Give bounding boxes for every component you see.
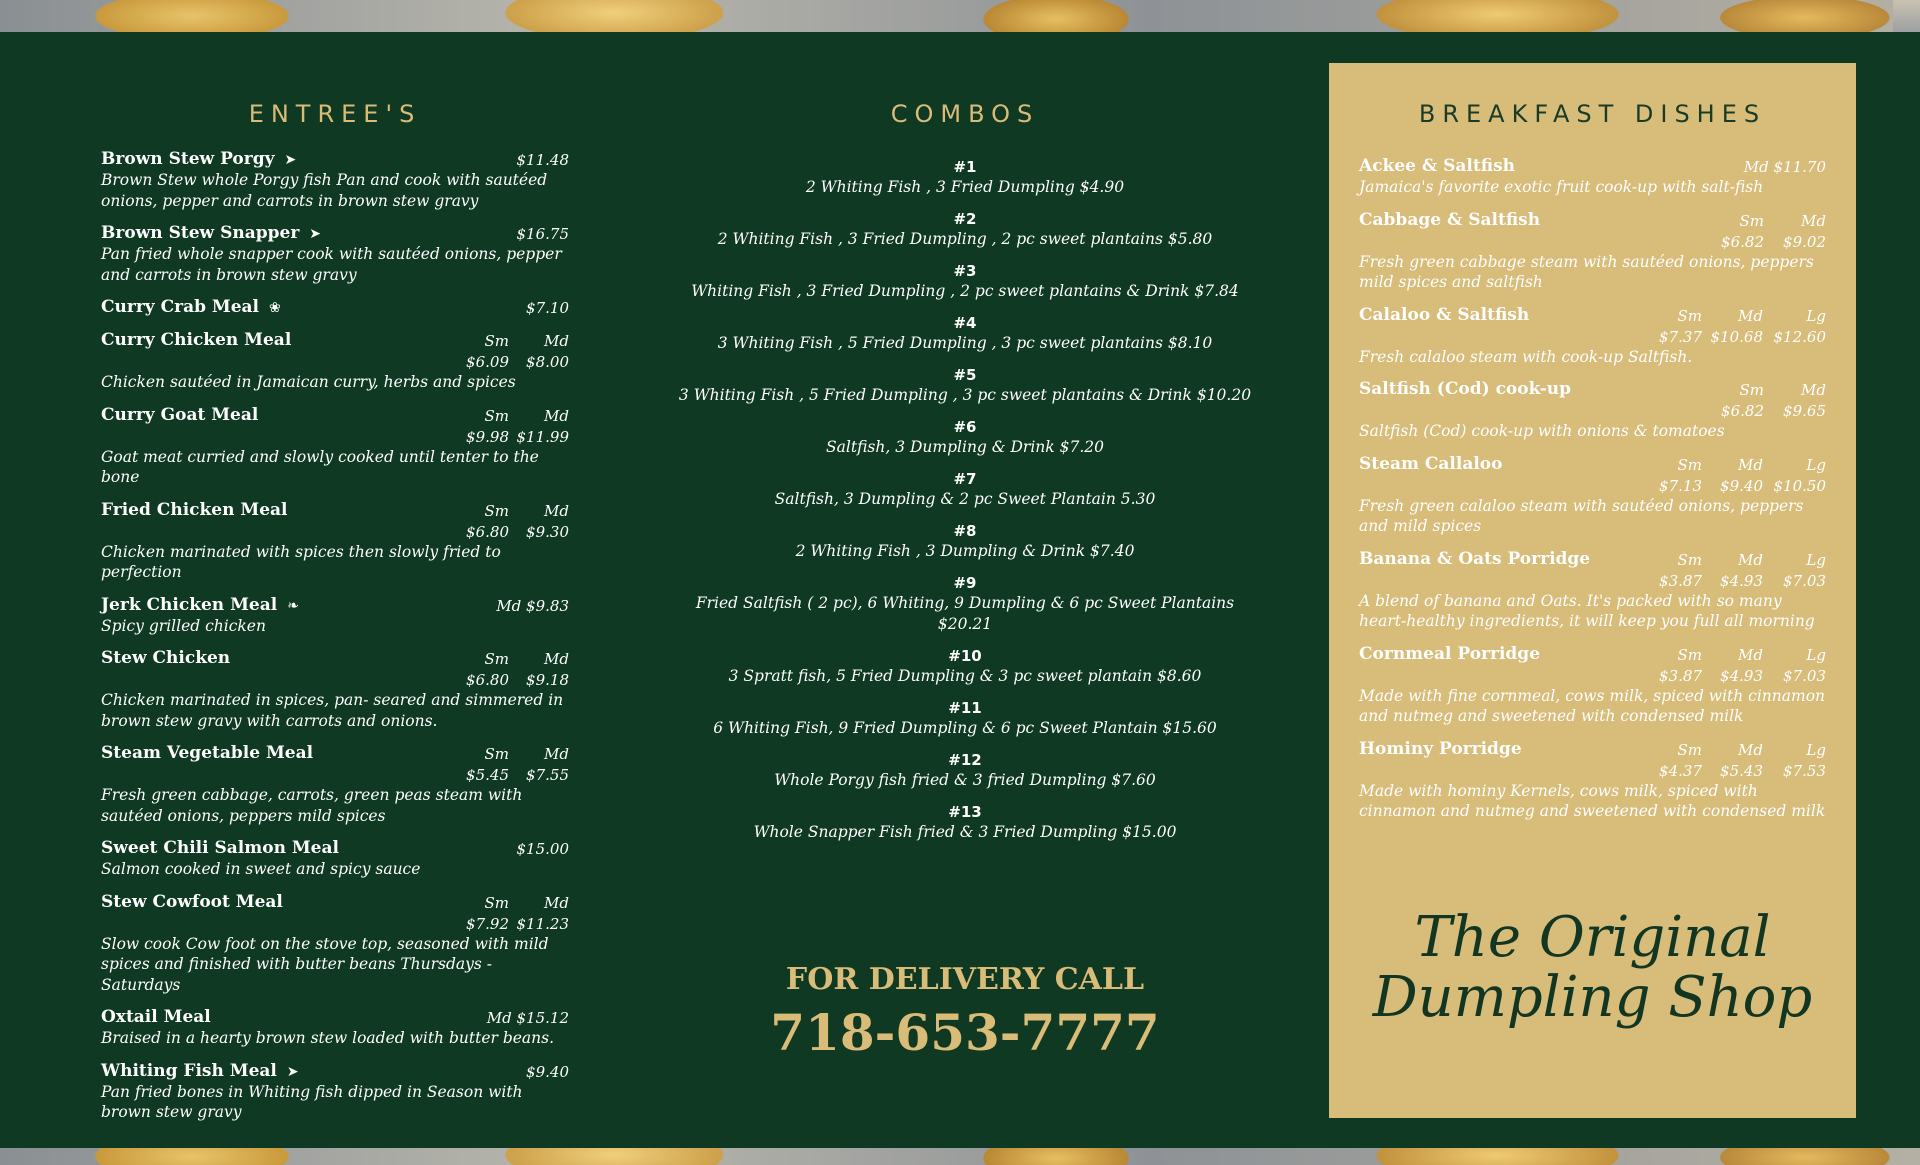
entree-description: Chicken sautéed in Jamaican curry, herbs and spices [101,373,516,391]
entree-name: Brown Stew Porgy [101,149,275,169]
entree-item [101,837,569,880]
breakfast-item [1359,643,1826,727]
pepper-icon: ❧ [287,597,299,614]
food-photo-banner-bottom [0,1148,1920,1165]
combo-description: Fried Saltfish ( 2 pc), 6 Whiting, 9 Dumpling & 6 pc Sweet Plantains $20.21 [695,594,1235,633]
breakfast-size-prices [1644,306,1826,348]
breakfast-description: Made with fine cornmeal, cows milk, spiced with cinnamon and nutmeg and sweetened with condensed milk [1359,686,1826,725]
size-label: Md [544,406,569,425]
size-label: Md [1738,455,1763,474]
entree-description: Pan fried whole snapper cook with sautéed onions, pepper and carrots in brown stew gravy [101,245,562,284]
size-label: Md [544,650,569,668]
combo-item [675,209,1255,250]
size-price: $7.13 [1659,476,1702,495]
size-label: Lg [1806,645,1826,664]
size-price: $7.53 [1783,761,1826,780]
size-price: $9.02 [1783,232,1826,251]
size-price: $10.50 [1773,476,1826,495]
entree-item [101,296,569,318]
size-label: Md [544,745,569,763]
combo-number: #11 [948,699,982,717]
entree-size-prices [449,331,569,373]
entrees-list [101,148,569,1134]
size-label: Md [1738,306,1763,325]
entree-item [101,594,569,637]
combo-description: Whole Porgy fish fried & 3 fried Dumpling $7.60 [774,771,1156,789]
combo-description: 2 Whiting Fish , 3 Fried Dumpling $4.90 [805,178,1125,196]
right-edge-photo [1893,0,1920,32]
breakfast-size-prices [1704,380,1826,422]
combo-item [675,802,1255,843]
combo-item [675,698,1255,739]
entree-item [101,1060,569,1123]
breakfast-title: BREAKFAST DISHES [1418,100,1767,128]
breakfast-description: Jamaica's favorite exotic fruit cook-up with salt-fish [1359,178,1764,196]
breakfast-description: Fresh calaloo steam with cook-up Saltfish. [1359,347,1693,366]
entree-name: Fried Chicken Meal [101,499,288,520]
size-label: Md [544,332,569,350]
breakfast-description: A blend of banana and Oats. It's packed with so many heart-healthy ingredients, it will keep you full all morning [1359,591,1815,630]
size-price: $9.18 [526,671,569,689]
combo-number: #7 [953,470,977,488]
size-price: $9.98 [466,427,509,446]
combo-description: Whole Snapper Fish fried & 3 Fried Dumpling $15.00 [753,823,1177,841]
size-label: Sm [1677,550,1702,569]
size-label: Md [544,501,569,520]
entree-description: Braised in a hearty brown stew loaded with butter beans. [101,1029,555,1047]
size-label: Sm [484,332,509,350]
size-price: $7.03 [1783,571,1826,590]
breakfast-list [1359,155,1826,833]
size-price: $6.82 [1721,402,1764,420]
size-label: Sm [1677,645,1702,664]
combo-description: 2 Whiting Fish , 3 Dumpling & Drink $7.40 [795,542,1135,560]
breakfast-name: Calaloo & Saltfish [1359,304,1530,325]
delivery-phone[interactable]: 718-653-7777 [770,1003,1160,1062]
entrees-title: ENTREE'S [248,100,422,128]
size-price: $3.87 [1659,666,1702,685]
combo-item [675,261,1255,302]
breakfast-panel [1329,63,1856,1118]
combo-item [675,469,1255,510]
combo-item [675,750,1255,791]
size-price: $4.93 [1720,571,1763,590]
breakfast-name: Saltfish (Cod) cook-up [1359,379,1571,399]
breakfast-item [1359,738,1826,822]
size-price: $7.37 [1659,327,1702,346]
combo-number: #5 [953,366,977,384]
size-label: Md [1738,740,1763,759]
breakfast-description: Fresh green cabbage steam with sautéed onions, peppers mild spices and saltfish [1359,252,1814,291]
combo-number: #8 [953,522,977,540]
combo-number: #9 [953,574,977,592]
breakfast-item [1359,155,1826,198]
entree-item [101,404,569,488]
entree-description: Chicken marinated in spices, pan- seared and simmered in brown stew gravy with carrots and onions. [101,691,564,730]
size-label: Md [1738,645,1763,664]
size-label: Lg [1806,550,1826,569]
size-label: Sm [484,406,509,425]
shop-name-line2: Dumpling Shop [1372,965,1813,1030]
entree-size-prices [449,893,569,935]
entree-item [101,222,569,285]
combo-number: #13 [948,803,982,821]
entree-name: Steam Vegetable Meal [101,743,314,763]
combo-description: Saltfish, 3 Dumpling & 2 pc Sweet Plantain 5.30 [774,490,1156,508]
size-price: $5.43 [1720,761,1763,780]
entree-name: Brown Stew Snapper [101,223,300,243]
size-label: Md [1738,550,1763,569]
entree-description: Goat meat curried and slowly cooked until tenter to the bone [101,447,539,486]
entree-item [101,647,569,731]
breakfast-size-prices [1644,550,1826,592]
entree-item [101,499,569,583]
size-price: $3.87 [1659,571,1702,590]
entree-price: $15.00 [516,840,569,858]
combo-item [675,417,1255,458]
entree-price: Md $9.83 [496,596,569,615]
shop-name-line1: The Original [1414,905,1771,970]
size-label: Md [1801,381,1826,399]
crab-icon: ❀ [269,300,281,316]
combo-number: #4 [953,314,977,332]
breakfast-size-prices [1644,740,1826,782]
combo-number: #6 [953,418,977,436]
combo-item [675,157,1255,198]
fish-icon: ➤ [309,226,322,242]
combo-description: 2 Whiting Fish , 3 Fried Dumpling , 2 pc sweet plantains $5.80 [717,230,1213,248]
breakfast-size-prices [1644,645,1826,687]
size-price: $12.60 [1773,327,1826,346]
breakfast-name: Steam Callaloo [1359,453,1503,474]
combo-item [675,313,1255,354]
combo-description: 3 Spratt fish, 5 Fried Dumpling & 3 pc sweet plantain $8.60 [728,667,1202,685]
breakfast-name: Cabbage & Saltfish [1359,209,1541,230]
combo-item [675,521,1255,562]
size-label: Sm [484,501,509,520]
combo-description: Whiting Fish , 3 Fried Dumpling , 2 pc sweet plantains & Drink $7.84 [691,282,1239,300]
size-price: $10.68 [1710,327,1763,346]
size-price: $5.45 [466,766,509,784]
fish-icon: ➤ [286,1063,299,1080]
combo-number: #1 [953,158,977,176]
entree-item [101,742,569,826]
entree-name: Curry Crab Meal [101,297,260,317]
size-price: $7.03 [1783,666,1826,685]
entree-price: $9.40 [526,1062,569,1081]
size-label: Md [1801,211,1826,230]
entree-description: Pan fried bones in Whiting fish dipped in Season with brown stew gravy [101,1082,523,1121]
combo-item [675,365,1255,406]
entree-description: Salmon cooked in sweet and spicy sauce [101,860,421,878]
size-price: $7.92 [466,914,509,933]
entree-name: Curry Goat Meal [101,404,259,425]
size-price: $6.09 [466,353,509,371]
size-price: $9.65 [1783,402,1826,420]
size-price: $4.93 [1720,666,1763,685]
size-label: Lg [1806,455,1826,474]
size-price: $8.00 [526,353,569,371]
size-price: $9.40 [1720,476,1763,495]
combo-description: 6 Whiting Fish, 9 Fried Dumpling & 6 pc Sweet Plantain $15.60 [713,719,1217,737]
entree-price: $16.75 [516,225,569,243]
entree-description: Spicy grilled chicken [101,616,266,635]
combos-list [675,157,1255,854]
breakfast-name: Hominy Porridge [1359,738,1522,759]
breakfast-item [1359,453,1826,537]
food-photo-banner-top [0,0,1920,32]
entree-name: Sweet Chili Salmon Meal [101,838,339,858]
breakfast-size-prices [1644,455,1826,497]
combo-number: #3 [953,262,977,280]
entree-size-prices [449,744,569,786]
size-price: $4.37 [1659,761,1702,780]
size-price: $11.23 [516,914,569,933]
entree-name: Stew Cowfoot Meal [101,891,283,912]
size-label: Lg [1806,306,1826,325]
breakfast-price: Md $11.70 [1743,158,1826,176]
breakfast-size-prices [1704,211,1826,253]
breakfast-item [1359,378,1826,442]
entree-item [101,1006,569,1049]
size-label: Sm [484,893,509,912]
size-label: Lg [1806,740,1826,759]
entree-name: Curry Chicken Meal [101,330,292,350]
entree-item [101,148,569,211]
size-price: $9.30 [526,522,569,541]
entree-description: Fresh green cabbage, carrots, green peas steam with sautéed onions, peppers mild spices [101,786,523,825]
combo-number: #10 [948,647,982,665]
entree-description: Slow cook Cow foot on the stove top, seasoned with mild spices and finished with butter beans Thursdays - Saturdays [101,934,549,994]
entree-name: Jerk Chicken Meal [101,594,278,615]
size-label: Sm [484,650,509,668]
combo-description: 3 Whiting Fish , 5 Fried Dumpling , 3 pc sweet plantains $8.10 [717,334,1213,352]
entree-description: Brown Stew whole Porgy fish Pan and cook with sautéed onions, pepper and carrots in brown stew gravy [101,171,548,210]
entree-price: Md $15.12 [486,1009,569,1027]
entree-size-prices [449,406,569,448]
size-price: $6.82 [1721,232,1764,251]
fish-icon: ➤ [284,152,297,168]
breakfast-item [1359,548,1826,632]
breakfast-name: Cornmeal Porridge [1359,643,1541,664]
combo-number: #2 [953,210,977,228]
size-label: Sm [1677,306,1702,325]
breakfast-name: Ackee & Saltfish [1359,156,1516,176]
size-label: Md [544,893,569,912]
entree-size-prices [449,649,569,691]
entree-item [101,329,569,393]
combos-title: COMBOS [890,100,1040,128]
shop-name-logo [1329,905,1856,1030]
size-label: Sm [1739,381,1764,399]
entree-size-prices [449,501,569,543]
combo-item [675,646,1255,687]
entree-name: Stew Chicken [101,648,231,668]
entree-price: $11.48 [516,151,569,169]
entree-description: Chicken marinated with spices then slowly fried to perfection [101,542,501,581]
size-price: $11.99 [516,427,569,446]
breakfast-description: Saltfish (Cod) cook-up with onions & tomatoes [1359,422,1725,440]
breakfast-item [1359,304,1826,368]
right-edge-border [1893,0,1920,1148]
entree-name: Whiting Fish Meal [101,1060,277,1081]
size-label: Sm [1677,740,1702,759]
breakfast-description: Made with hominy Kernels, cows milk, spiced with cinnamon and nutmeg and sweetened with condensed milk [1359,781,1826,820]
delivery-label: FOR DELIVERY CALL [785,962,1145,997]
size-label: Sm [484,745,509,763]
combo-number: #12 [948,751,982,769]
breakfast-name: Banana & Oats Porridge [1359,548,1591,569]
combo-description: 3 Whiting Fish , 5 Fried Dumpling , 3 pc sweet plantains & Drink $10.20 [678,386,1252,404]
size-label: Sm [1677,455,1702,474]
entree-item [101,891,569,996]
combo-description: Saltfish, 3 Dumpling & Drink $7.20 [826,438,1104,456]
entree-name: Oxtail Meal [101,1007,211,1027]
combo-item [675,573,1255,635]
size-price: $7.55 [526,766,569,784]
size-price: $6.80 [466,671,509,689]
size-label: Sm [1739,211,1764,230]
breakfast-description: Fresh green calaloo steam with sautéed onions, peppers and mild spices [1359,496,1804,535]
breakfast-item [1359,209,1826,293]
entree-price: $7.10 [526,299,569,317]
size-price: $6.80 [466,522,509,541]
